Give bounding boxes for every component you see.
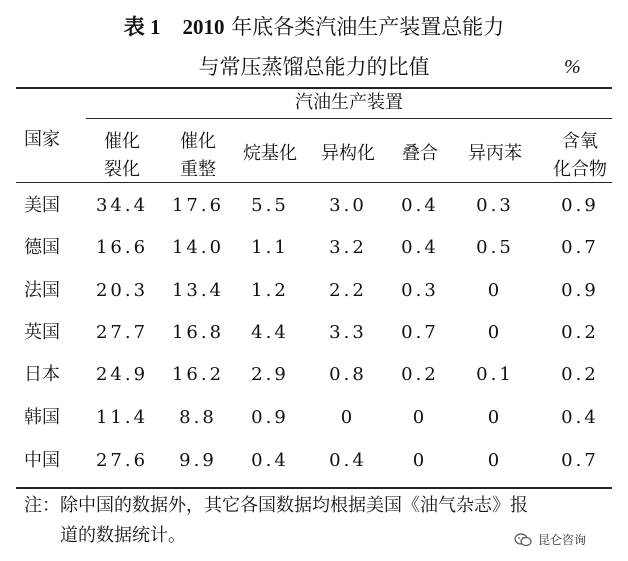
table-title-line2: 与常压蒸馏总能力的比值: [198, 55, 430, 79]
value-cell: 1.1: [251, 237, 289, 258]
value-cell: 0: [487, 322, 503, 343]
value-cell: 27.7: [95, 322, 149, 343]
value-cell: 0.4: [329, 450, 367, 471]
column-header-line1: 异构化: [321, 143, 375, 164]
watermark: [514, 532, 586, 548]
value-cell: 0.3: [476, 195, 514, 216]
column-header-line1: 烷基化: [243, 143, 297, 164]
value-cell: 0: [487, 407, 503, 428]
value-cell: 2.9: [251, 364, 289, 385]
column-header: [159, 128, 237, 184]
value-cell: 0.3: [401, 280, 439, 301]
column-header-line1: 含氧: [562, 131, 598, 152]
country-cell: 法国: [24, 280, 60, 301]
table-title-line1: [0, 14, 628, 40]
value-cell: 0.2: [561, 322, 599, 343]
value-cell: 0.5: [476, 237, 514, 258]
value-cell: 0.4: [401, 237, 439, 258]
column-header-line1: 叠合: [402, 143, 438, 164]
value-cell: 16.2: [171, 364, 225, 385]
title-text-line1: 年底各类汽油生产装置总能力: [224, 15, 505, 39]
country-cell: 英国: [24, 322, 60, 343]
column-header-line1: 催化: [180, 131, 216, 152]
column-header: [231, 142, 309, 166]
country-cell: 韩国: [24, 407, 60, 428]
value-cell: 0: [412, 450, 428, 471]
value-cell: 0: [487, 450, 503, 471]
value-cell: 0.9: [251, 407, 289, 428]
value-cell: 0.9: [561, 280, 599, 301]
value-cell: 0.8: [329, 364, 367, 385]
value-cell: 0: [487, 280, 503, 301]
column-header: [83, 128, 161, 184]
header-rule: [16, 182, 612, 183]
bottom-rule: [16, 487, 612, 489]
group-rule: [86, 118, 612, 119]
value-cell: 0.1: [476, 364, 514, 385]
value-cell: 1.2: [251, 280, 289, 301]
wechat-icon: [514, 533, 532, 547]
group-header: 汽油生产装置: [295, 92, 403, 113]
value-cell: 3.2: [329, 237, 367, 258]
watermark-text: 昆仑咨询: [538, 533, 587, 547]
value-cell: 3.0: [329, 195, 367, 216]
value-cell: 16.6: [95, 237, 149, 258]
column-header-line1: 催化: [104, 131, 140, 152]
value-cell: 0.9: [561, 195, 599, 216]
value-cell: 0.4: [251, 450, 289, 471]
value-cell: 0: [412, 407, 428, 428]
value-cell: 11.4: [95, 407, 149, 428]
value-cell: 13.4: [171, 280, 225, 301]
column-header: [456, 142, 534, 166]
value-cell: 4.4: [251, 322, 289, 343]
value-cell: 0.7: [561, 237, 599, 258]
value-cell: 0.2: [401, 364, 439, 385]
value-cell: 0.7: [401, 322, 439, 343]
value-cell: 0.4: [401, 195, 439, 216]
table-label: 表 1: [123, 15, 161, 39]
note-line2: 道的数据统计。: [60, 525, 186, 546]
value-cell: 16.8: [171, 322, 225, 343]
column-header-line1: 异丙苯: [468, 143, 522, 164]
country-header: 国家: [24, 129, 60, 150]
value-cell: 20.3: [95, 280, 149, 301]
note-line1: 注：除中国的数据外，其它各国数据均根据美国《油气杂志》报: [24, 495, 528, 516]
value-cell: 27.6: [95, 450, 149, 471]
value-cell: 0: [340, 407, 356, 428]
column-header: [309, 142, 387, 166]
value-cell: 2.2: [329, 280, 367, 301]
column-header-line2: 化合物: [553, 159, 607, 180]
value-cell: 14.0: [171, 237, 225, 258]
value-cell: 24.9: [95, 364, 149, 385]
title-year: 2010: [182, 15, 225, 39]
value-cell: 0.4: [561, 407, 599, 428]
column-header-line2: 重整: [180, 159, 216, 180]
column-header-line2: 裂化: [104, 159, 140, 180]
country-cell: 中国: [24, 450, 60, 471]
value-cell: 9.9: [179, 450, 217, 471]
country-cell: 美国: [24, 195, 60, 216]
top-rule: [16, 87, 612, 89]
column-header: [541, 128, 619, 184]
value-cell: 17.6: [171, 195, 225, 216]
value-cell: 3.3: [329, 322, 367, 343]
value-cell: 0.2: [561, 364, 599, 385]
value-cell: 0.7: [561, 450, 599, 471]
column-header: [381, 142, 459, 166]
country-cell: 日本: [24, 364, 60, 385]
unit-label: %: [564, 56, 581, 78]
country-cell: 德国: [24, 237, 60, 258]
value-cell: 34.4: [95, 195, 149, 216]
value-cell: 5.5: [251, 195, 289, 216]
value-cell: 8.8: [179, 407, 217, 428]
